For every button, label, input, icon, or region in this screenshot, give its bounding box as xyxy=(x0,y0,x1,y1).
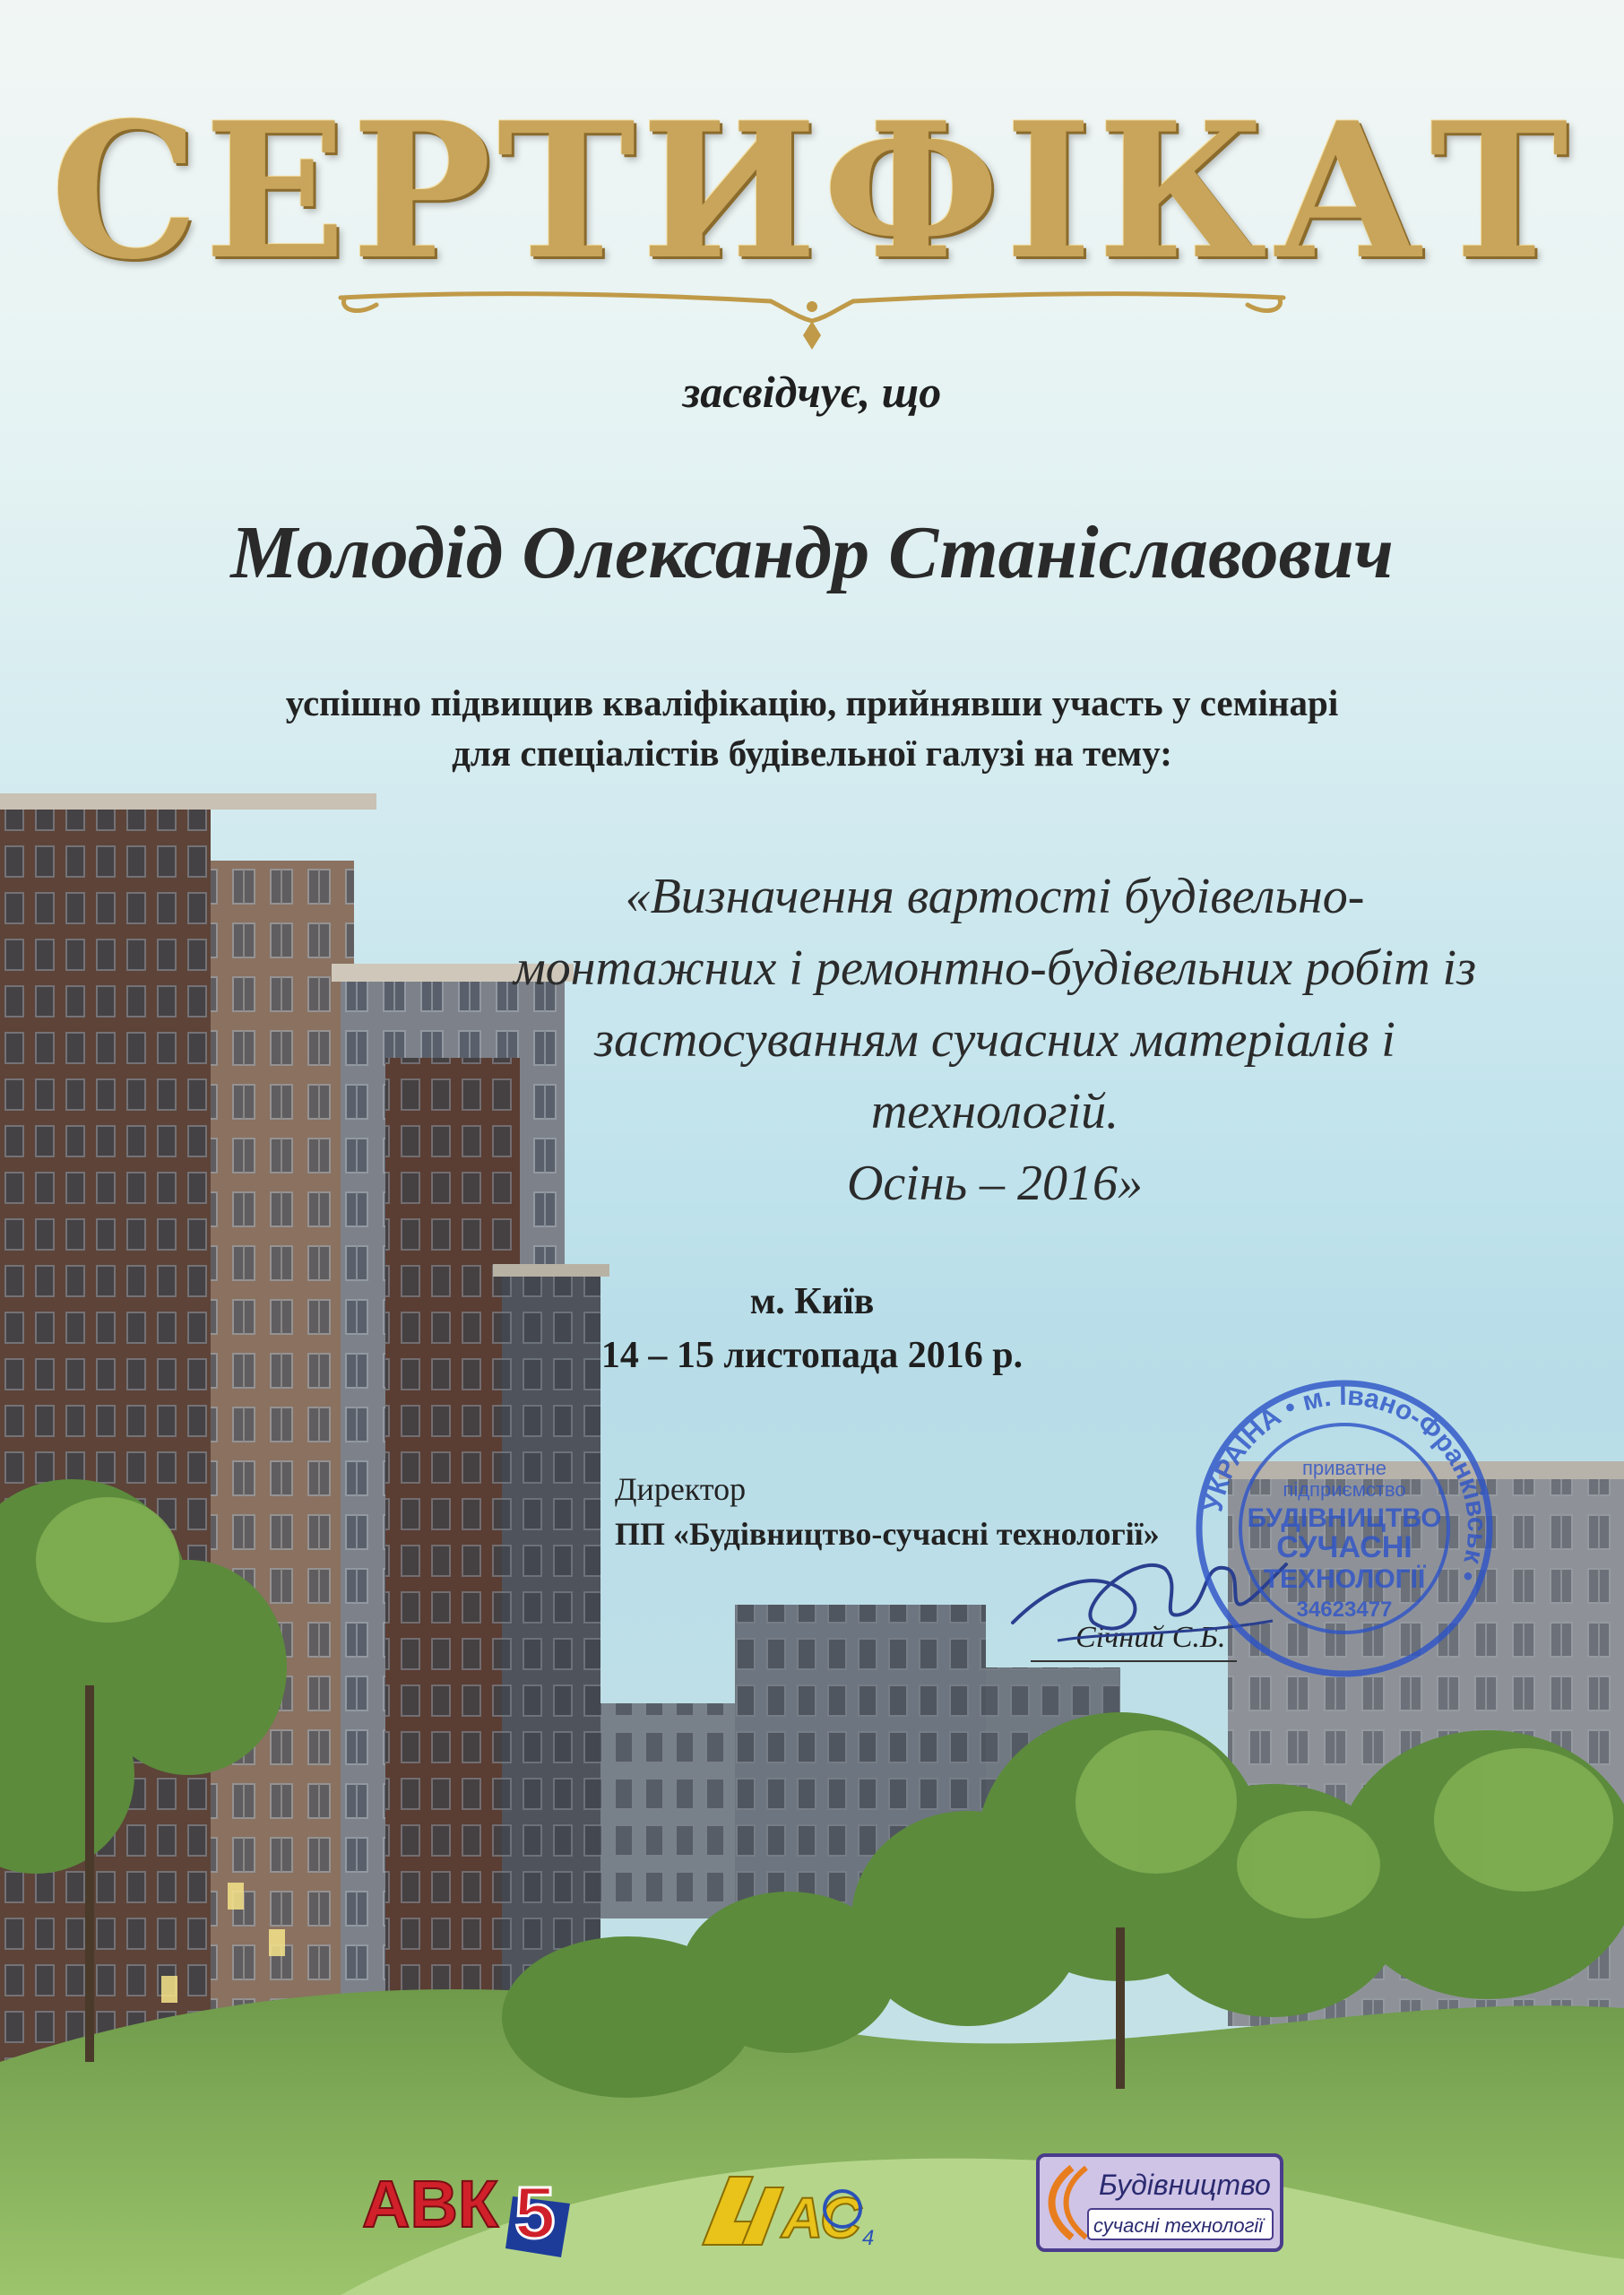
stamp-line: приватне xyxy=(1301,1457,1387,1479)
recipient-name: Молодід Олександр Станіславович xyxy=(230,511,1394,594)
bst-logo-line2: сучасні технології xyxy=(1093,2214,1264,2237)
certifies-text: засвідчує, що xyxy=(682,367,942,417)
ac-logo-text: АС xyxy=(782,2186,862,2250)
certificate-title: СЕРТИФІКАТ xyxy=(50,82,1574,301)
director-title: Директор xyxy=(615,1471,747,1507)
ac-logo-sub: 4 xyxy=(862,2226,875,2250)
topic-line: технологій. xyxy=(870,1084,1119,1139)
topic-line: монтажних і ремонтно-будівельних робіт із xyxy=(514,940,1476,996)
ac4-logo xyxy=(699,2168,878,2250)
bst-logo-line1: Будівництво xyxy=(1099,2169,1271,2201)
stamp-line: ТЕХНОЛОГІЇ xyxy=(1263,1564,1426,1594)
event-dates: 14 – 15 листопада 2016 р. xyxy=(600,1335,1024,1376)
stamp-code: 34623477 xyxy=(1296,1598,1393,1622)
organization-name: ПП «Будівництво-сучасні технології» xyxy=(615,1516,1160,1552)
abk-logo-text: АВК xyxy=(362,2167,499,2241)
description-line: успішно підвищив кваліфікацію, прийнявши участь у семінарі xyxy=(285,682,1339,723)
stamp-line: СУЧАСНІ xyxy=(1276,1530,1412,1564)
topic-line: Осінь – 2016» xyxy=(846,1156,1144,1211)
official-stamp-icon xyxy=(1192,1376,1497,1681)
topic-line: «Визначення вартості будівельно- xyxy=(625,869,1365,924)
abk5-logo xyxy=(362,2152,586,2259)
topic-line: застосуванням сучасних матеріалів і xyxy=(594,1012,1395,1068)
stamp-outer-text: УКРАЇНА • м. Івано-Франківськ • xyxy=(1198,1381,1492,1586)
ornament-divider-icon xyxy=(323,271,1301,351)
abk-logo-number: 5 xyxy=(514,2172,556,2254)
bst-logo xyxy=(1036,2153,1283,2252)
description-line: для спеціалістів будівельної галузі на тему: xyxy=(452,732,1172,774)
description-text xyxy=(0,678,1624,778)
seminar-topic xyxy=(502,861,1488,1219)
stamp-line: підприємство xyxy=(1283,1478,1406,1501)
event-city: м. Київ xyxy=(749,1281,875,1322)
signer-name: Січний С.Б. xyxy=(1075,1621,1226,1654)
stamp-line: БУДІВНИЦТВО xyxy=(1247,1503,1442,1533)
